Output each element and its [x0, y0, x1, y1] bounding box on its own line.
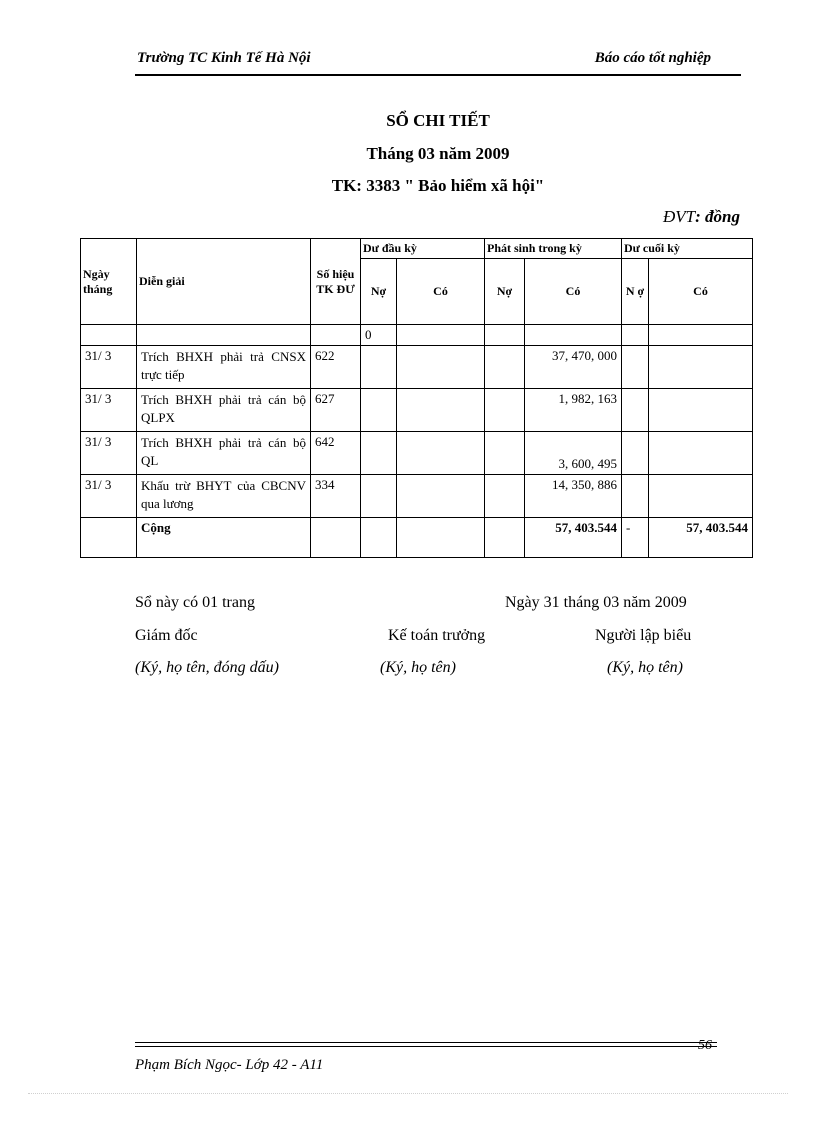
- row-account: 622: [311, 346, 361, 389]
- total-period-credit: 57, 403.544: [525, 518, 622, 558]
- header-closing-balance: Dư cuối kỳ: [622, 239, 753, 259]
- header-period-debit: Nợ: [485, 259, 525, 325]
- total-closing-debit: -: [622, 518, 649, 558]
- document-account: TK: 3383 " Bảo hiểm xã hội": [331, 176, 545, 195]
- header-closing-credit: Có: [649, 259, 753, 325]
- page-count-note: Sổ này có 01 trang: [135, 594, 255, 611]
- table-row: [81, 432, 753, 475]
- ledger-table: [80, 238, 753, 558]
- header-account-no: Số hiệu TK ĐƯ: [311, 239, 361, 325]
- table-row-total: [81, 518, 753, 558]
- row-description: Trích BHXH phải trả cán bộ QL: [137, 432, 311, 475]
- sign-date: Ngày 31 tháng 03 năm 2009: [505, 594, 687, 611]
- row-account: 642: [311, 432, 361, 475]
- signature-preparer: Người lập biểu: [595, 627, 692, 644]
- header-opening-credit: Có: [397, 259, 485, 325]
- row-date: 31/ 3: [81, 346, 137, 389]
- header-period-credit: Có: [525, 259, 622, 325]
- total-label: Cộng: [137, 518, 311, 558]
- header-opening-balance: Dư đầu kỳ: [361, 239, 485, 259]
- page-header: [135, 44, 741, 76]
- row-account: 627: [311, 389, 361, 432]
- total-closing-credit: 57, 403.544: [649, 518, 753, 558]
- director-note: (Ký, họ tên, đóng dấu): [135, 659, 279, 676]
- document-period: Tháng 03 năm 2009: [366, 144, 510, 163]
- row-date: 31/ 3: [81, 475, 137, 518]
- school-name: Trường TC Kinh Tế Hà Nội: [137, 50, 311, 66]
- chief-accountant-note: (Ký, họ tên): [380, 659, 456, 676]
- preparer-note: (Ký, họ tên): [607, 659, 683, 676]
- report-type: Báo cáo tốt nghiệp: [594, 50, 711, 66]
- row-credit: 1, 982, 163: [525, 389, 622, 432]
- row-credit: 3, 600, 495: [525, 432, 622, 475]
- signature-chief-accountant: Kế toán trưởng: [388, 627, 486, 644]
- row-description: Trích BHXH phải trả CNSX trực tiếp: [137, 346, 311, 389]
- table-row: [81, 475, 753, 518]
- opening-debit-value: 0: [361, 325, 397, 346]
- signature-director: Giám đốc: [135, 627, 198, 644]
- row-description: Trích BHXH phải trả cán bộ QLPX: [137, 389, 311, 432]
- row-account: 334: [311, 475, 361, 518]
- header-opening-debit: Nợ: [361, 259, 397, 325]
- document-title: SỔ CHI TIẾT: [386, 111, 490, 130]
- row-date: 31/ 3: [81, 432, 137, 475]
- row-credit: 14, 350, 886: [525, 475, 622, 518]
- page-edge: [28, 1093, 788, 1094]
- row-date: 31/ 3: [81, 389, 137, 432]
- page-number: 56: [698, 1038, 712, 1053]
- header-closing-debit: N ợ: [622, 259, 649, 325]
- author-line: Phạm Bích Ngọc- Lớp 42 - A11: [135, 1057, 324, 1073]
- table-row: [81, 389, 753, 432]
- unit-value: : đồng: [695, 207, 740, 226]
- header-date: Ngày tháng: [81, 239, 137, 325]
- unit-label: ĐVT: [663, 207, 696, 226]
- header-period-activity: Phát sinh trong kỳ: [485, 239, 622, 259]
- table-row: [81, 346, 753, 389]
- header-description: Diễn giải: [137, 239, 311, 325]
- table-row-opening: [81, 325, 753, 346]
- row-description: Khấu trừ BHYT của CBCNV qua lương: [137, 475, 311, 518]
- currency-unit: [663, 207, 740, 227]
- footer-rule: [135, 1042, 717, 1047]
- row-credit: 37, 470, 000: [525, 346, 622, 389]
